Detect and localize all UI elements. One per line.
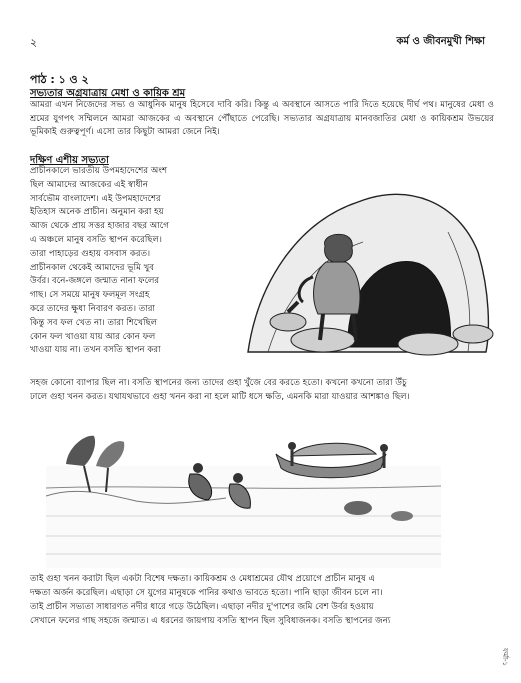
text-line: দক্ষতা অর্জন করেছিল। এছাড়া সে যুগের মানুষকে পানির কথাও ভাবতে হতো। পানি ছাড়া জীবন চলে না।: [30, 588, 383, 598]
forma-label: ফর্মা-১: [501, 648, 509, 667]
text-line: উর্বর। বনে-জঙ্গলে জন্মাত নানা ফলের: [30, 276, 160, 287]
cave-illustration: [228, 162, 496, 360]
page-number: ২: [30, 36, 38, 49]
running-title: কর্ম ও জীবনমুখী শিক্ষা: [396, 36, 485, 47]
text-line: করে তাদের ক্ষুধা নিবারণ করত। তারা: [30, 303, 155, 314]
text-line: ছিল আমাদের আজকের এই স্বাধীন: [30, 179, 149, 190]
text-line: আজ থেকে প্রায় সত্তর হাজার বছর আগে: [30, 221, 169, 232]
text-line: তাই প্রাচীন সভ্যতা সাধারণত নদীর ধারে গড়ে উঠেছিল। এছাড়া নদীর দু'পাশের জমি বেশ উর্বর হওয়ায়: [30, 602, 374, 612]
river-illustration: [46, 426, 441, 568]
lesson-title: পাঠ : ১ ও ২: [30, 73, 89, 86]
column-text: [30, 165, 230, 358]
text-line: সার্বভৌম বাংলাদেশ। এই উপমহাদেশের: [30, 193, 161, 204]
text-line: কিন্তু সব ফল খেত না। তারা শিখেছিল: [30, 317, 158, 328]
section-heading-civilization: সভ্যতার অগ্রযাত্রায় মেধা ও কায়িক শ্রম: [30, 88, 186, 99]
text-line: সেখানে ফলের গাছ সহজে জন্মাত। এ ধরনের জায়গায় বসতি স্থাপন ছিল সুবিধাজনক। বসতি স্থাপনের জন্য: [30, 616, 391, 626]
text-line: প্রাচীনকাল থেকেই আমাদের ভূমি খুব: [30, 262, 154, 273]
text-line: এ অঞ্চলে মানুষ বসতি স্থাপন করেছিল।: [30, 234, 162, 245]
text-line: তাই গুহা খনন করাটা ছিল একটা বিশেষ দক্ষতা। কায়িকশ্রম ও মেধাশ্রমের যৌথ প্রয়োগে প্রাচীন মানুষ এ: [30, 574, 376, 584]
text-line: ইতিহাস অনেক প্রাচীন। অনুমান করা হয়: [30, 207, 164, 218]
text-line: খাওয়া যায় না। তখন বসতি স্থাপন করা: [30, 345, 161, 356]
intro-paragraph: আমরা এখন নিজেদের সভ্য ও আধুনিক মানুষ হিসেবে দাবি করি। কিন্তু এ অবস্থানে আসতে পারি দিতে হয়েছে দীর্ঘ পথ। মানুষের মেধা ও শ্রমের যুগপৎ সম্মিলনে আমরা আজকের এ অবস্থানে পৌঁছাতে পেরেছি। সভ্যতার অগ্রযাত্রায় মানবজাতির মেধা ও কায়িকশ্রম উভয়ের ভূমিকাই গুরুত্বপূর্ণ। এসো তার কিছুটা আমরা জেনে নিই।: [30, 100, 494, 137]
text-line: কোন ফল খাওয়া যায় আর কোন ফল: [30, 331, 156, 342]
section-heading-south-asia: দক্ষিণ এশীয় সভ্যতা: [30, 155, 109, 166]
full-width-text: [30, 376, 494, 404]
text-line: ঢালে গুহা খনন করত। যথাযথভাবে গুহা খনন করা না হলে মাটি ধসে ক্ষতি, এমনকি মারা যাওয়ার আশঙ্কাও ছিল।: [30, 392, 410, 402]
bottom-text: [30, 572, 494, 628]
text-line: সহজ কোনো ব্যাপার ছিল না। বসতি স্থাপনের জন্য তাদের গুহা খুঁজে বের করতে হতো। কখনো কখনো তারা উঁচু: [30, 378, 407, 388]
text-line: তারা পাহাড়ের গুহায় বসবাস করত।: [30, 248, 151, 259]
text-line: প্রাচীনকালে ভারতীয় উপমহাদেশের অংশ: [30, 166, 168, 176]
text-line: গাছ। সে সময়ে মানুষ ফলমূল সংগ্রহ: [30, 290, 150, 301]
